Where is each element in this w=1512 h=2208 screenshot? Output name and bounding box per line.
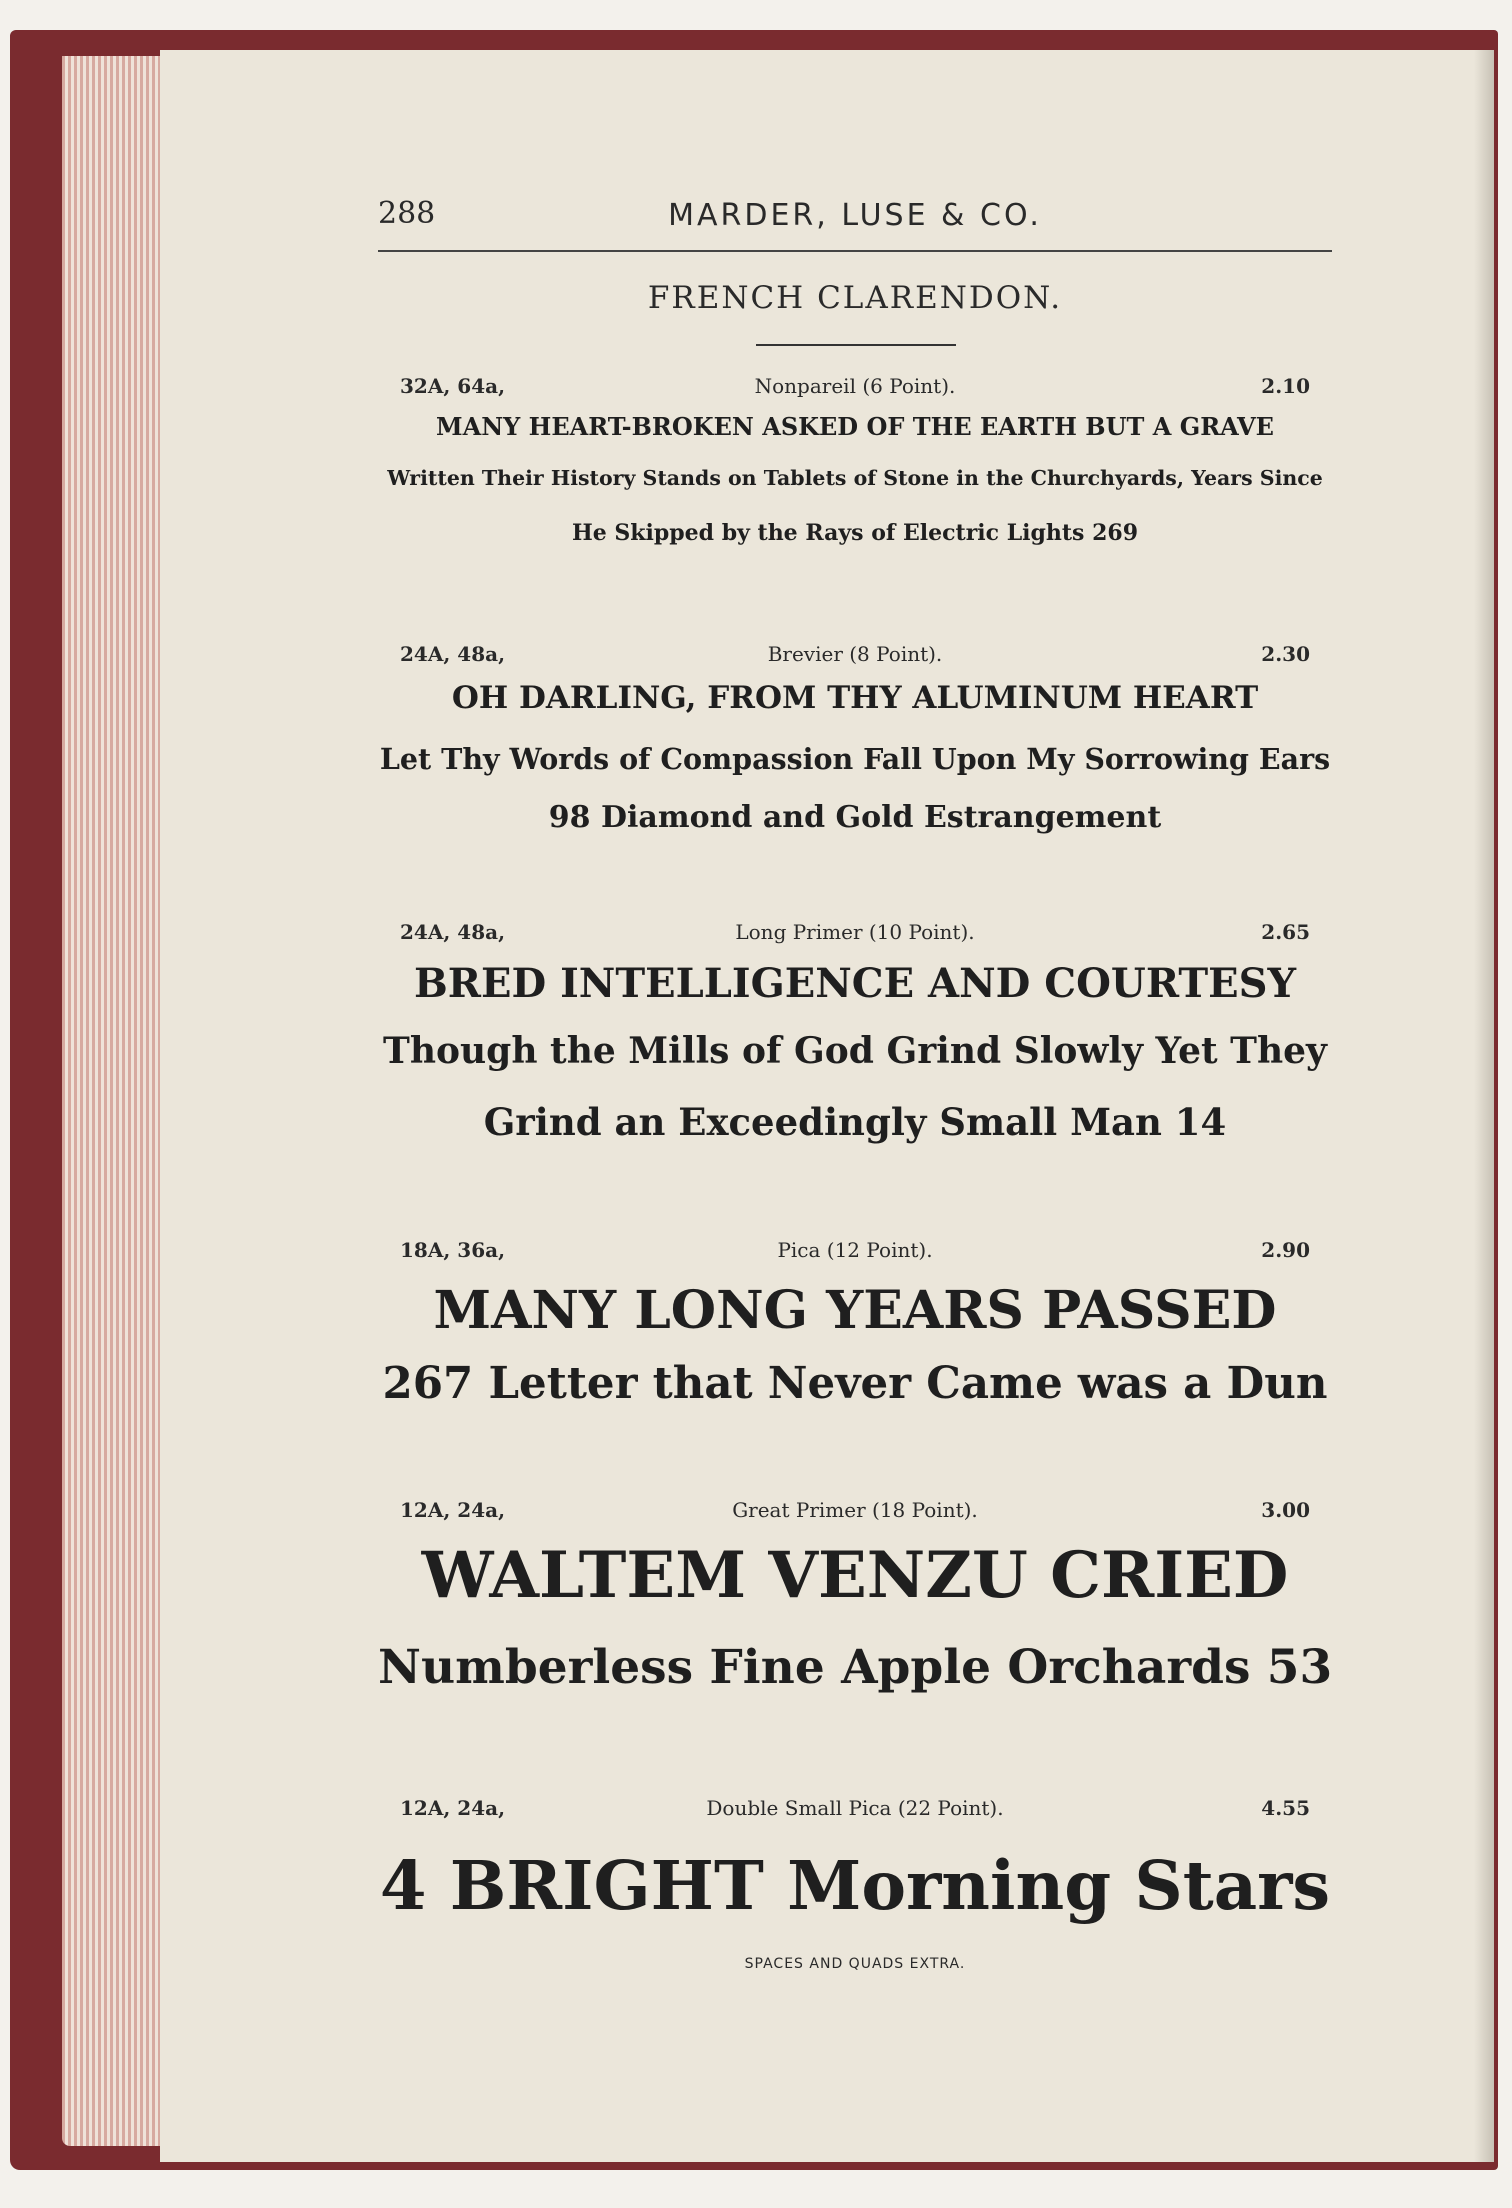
- specimen-line: WALTEM VENZU CRIED: [421, 1538, 1289, 1613]
- title-rule: [756, 344, 956, 346]
- specimen-line: 4 BRIGHT Morning Stars: [379, 1846, 1331, 1925]
- font-size-name: Double Small Pica (22 Point).: [706, 1796, 1004, 1820]
- specimen-line: Written Their History Stands on Tablets of Stone in the Churchyards, Years Since: [387, 466, 1323, 490]
- font-quantity: 12A, 24a,: [400, 1796, 506, 1820]
- specimen-line: 98 Diamond and Gold Estrangement: [548, 800, 1162, 835]
- specimen-line: Let Thy Words of Compassion Fall Upon My Sorrowing Ears: [379, 742, 1331, 776]
- company-name: MARDER, LUSE & CO.: [668, 198, 1042, 233]
- font-quantity: 24A, 48a,: [400, 642, 506, 666]
- page-number: 288: [378, 196, 436, 231]
- font-price: 2.30: [1261, 642, 1310, 666]
- font-size-name: Brevier (8 Point).: [767, 642, 943, 666]
- font-size-name: Nonpareil (6 Point).: [754, 374, 956, 398]
- font-size-name: Great Primer (18 Point).: [732, 1498, 978, 1522]
- font-price: 2.65: [1261, 920, 1310, 944]
- font-price: 3.00: [1261, 1498, 1310, 1522]
- font-price: 2.10: [1261, 374, 1310, 398]
- specimen-line: OH DARLING, FROM THY ALUMINUM HEART: [451, 680, 1259, 716]
- specimen-line: Though the Mills of God Grind Slowly Yet They: [383, 1030, 1327, 1072]
- font-quantity: 32A, 64a,: [400, 374, 506, 398]
- specimen-line: He Skipped by the Rays of Electric Lights 269: [571, 520, 1139, 546]
- section-title: FRENCH CLARENDON.: [647, 280, 1063, 316]
- specimen-line: BRED INTELLIGENCE AND COURTESY: [413, 960, 1297, 1007]
- page-header: [378, 196, 1332, 252]
- specimen-line: Grind an Exceedingly Small Man 14: [483, 1100, 1227, 1144]
- font-size-name: Long Primer (10 Point).: [735, 920, 975, 944]
- page-edges: [62, 56, 162, 2146]
- font-quantity: 18A, 36a,: [400, 1238, 506, 1262]
- specimen-line: MANY LONG YEARS PASSED: [433, 1280, 1277, 1341]
- specimen-line: 267 Letter that Never Came was a Dun: [382, 1358, 1328, 1409]
- font-quantity: 24A, 48a,: [400, 920, 506, 944]
- font-size-name: Pica (12 Point).: [777, 1238, 933, 1262]
- specimen-line: Numberless Fine Apple Orchards 53: [378, 1640, 1333, 1695]
- specimen-line: MANY HEART-BROKEN ASKED OF THE EARTH BUT A GRAVE: [436, 412, 1274, 441]
- page-gutter-shadow: [1474, 50, 1494, 2162]
- font-price: 4.55: [1261, 1796, 1310, 1820]
- page-footer-note: SPACES AND QUADS EXTRA.: [744, 1956, 966, 1972]
- font-price: 2.90: [1261, 1238, 1310, 1262]
- font-quantity: 12A, 24a,: [400, 1498, 506, 1522]
